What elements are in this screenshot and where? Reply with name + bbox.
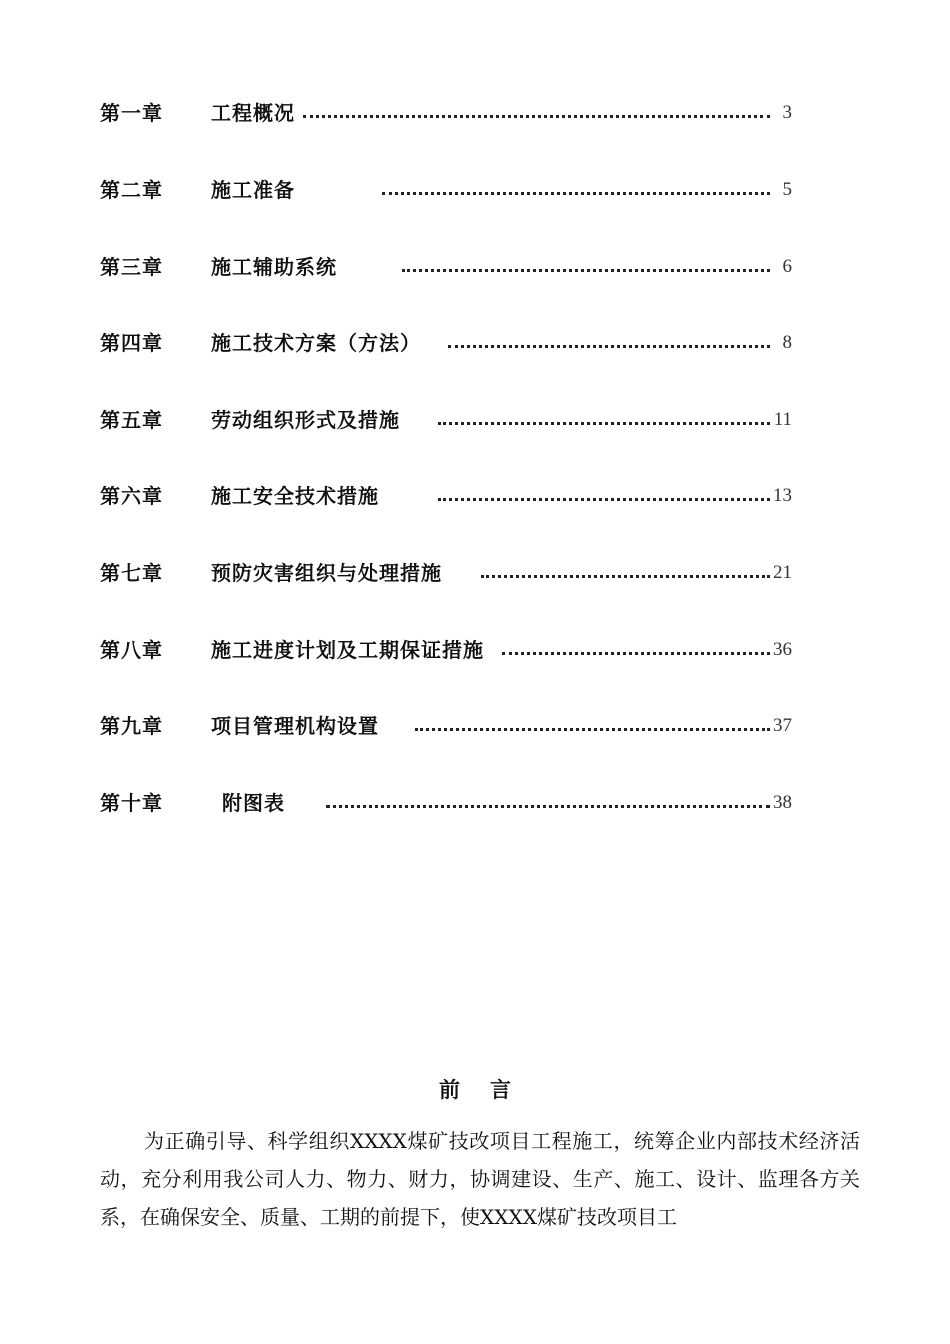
toc-chapter-title: 附图表 bbox=[222, 791, 285, 815]
toc-dot-leader bbox=[438, 498, 770, 501]
toc-dot-leader bbox=[448, 345, 770, 348]
toc-dot-leader bbox=[502, 652, 770, 655]
toc-chapter-number: 第九章 bbox=[100, 714, 163, 738]
toc-chapter-title: 施工进度计划及工期保证措施 bbox=[211, 638, 484, 662]
toc-chapter-number: 第十章 bbox=[100, 791, 163, 815]
toc-chapter-title: 施工技术方案（方法） bbox=[211, 331, 421, 355]
toc-chapter-title: 项目管理机构设置 bbox=[211, 714, 379, 738]
toc-page-number: 5 bbox=[782, 179, 792, 200]
preface-body bbox=[100, 1122, 860, 1236]
toc-entry[interactable] bbox=[100, 98, 800, 128]
toc-entry[interactable] bbox=[100, 558, 800, 588]
toc-page-number: 11 bbox=[773, 409, 792, 430]
toc-dot-leader bbox=[438, 422, 770, 425]
toc-chapter-title: 施工准备 bbox=[211, 178, 295, 202]
toc-page-number: 13 bbox=[773, 485, 792, 506]
toc-entry[interactable] bbox=[100, 252, 800, 282]
toc-chapter-number: 第三章 bbox=[100, 255, 163, 279]
toc-page-number: 21 bbox=[773, 562, 792, 583]
preface-paragraph: 为正确引导、科学组织XXXX煤矿技改项目工程施工，统筹企业内部技术经济活动，充分利用我公司人力、物力、财力，协调建设、生产、施工、设计、监理各方关系，在确保安全、质量、工期的前提下，使XXXX煤矿技改项目工 bbox=[100, 1129, 860, 1229]
toc-chapter-number: 第二章 bbox=[100, 178, 163, 202]
toc-dot-leader bbox=[415, 728, 770, 731]
toc-chapter-title: 预防灾害组织与处理措施 bbox=[211, 561, 442, 585]
toc-entry[interactable] bbox=[100, 481, 800, 511]
toc-chapter-number: 第六章 bbox=[100, 484, 163, 508]
toc-dot-leader bbox=[382, 192, 770, 195]
toc-chapter-title: 施工辅助系统 bbox=[211, 255, 337, 279]
toc-chapter-number: 第五章 bbox=[100, 408, 163, 432]
toc-page-number: 37 bbox=[773, 715, 792, 736]
toc-entry[interactable] bbox=[100, 788, 800, 818]
toc-chapter-number: 第一章 bbox=[100, 101, 163, 125]
toc-entry[interactable] bbox=[100, 635, 800, 665]
toc-chapter-number: 第七章 bbox=[100, 561, 163, 585]
toc-dot-leader bbox=[303, 115, 770, 118]
toc-page-number: 6 bbox=[782, 256, 792, 277]
toc-dot-leader bbox=[326, 805, 770, 808]
toc-page-number: 3 bbox=[782, 102, 792, 123]
toc-dot-leader bbox=[481, 575, 770, 578]
toc-chapter-number: 第八章 bbox=[100, 638, 163, 662]
toc-entry[interactable] bbox=[100, 328, 800, 358]
toc-page-number: 38 bbox=[773, 792, 792, 813]
preface-heading: 前言 bbox=[439, 1078, 541, 1102]
toc-page-number: 36 bbox=[773, 639, 792, 660]
toc-entry[interactable] bbox=[100, 175, 800, 205]
toc-dot-leader bbox=[402, 269, 770, 272]
toc-chapter-title: 施工安全技术措施 bbox=[211, 484, 379, 508]
toc-chapter-title: 劳动组织形式及措施 bbox=[211, 408, 400, 432]
toc-chapter-title: 工程概况 bbox=[211, 101, 295, 125]
toc-entry[interactable] bbox=[100, 405, 800, 435]
toc-page-number: 8 bbox=[782, 332, 792, 353]
toc-entry[interactable] bbox=[100, 711, 800, 741]
toc-chapter-number: 第四章 bbox=[100, 331, 163, 355]
